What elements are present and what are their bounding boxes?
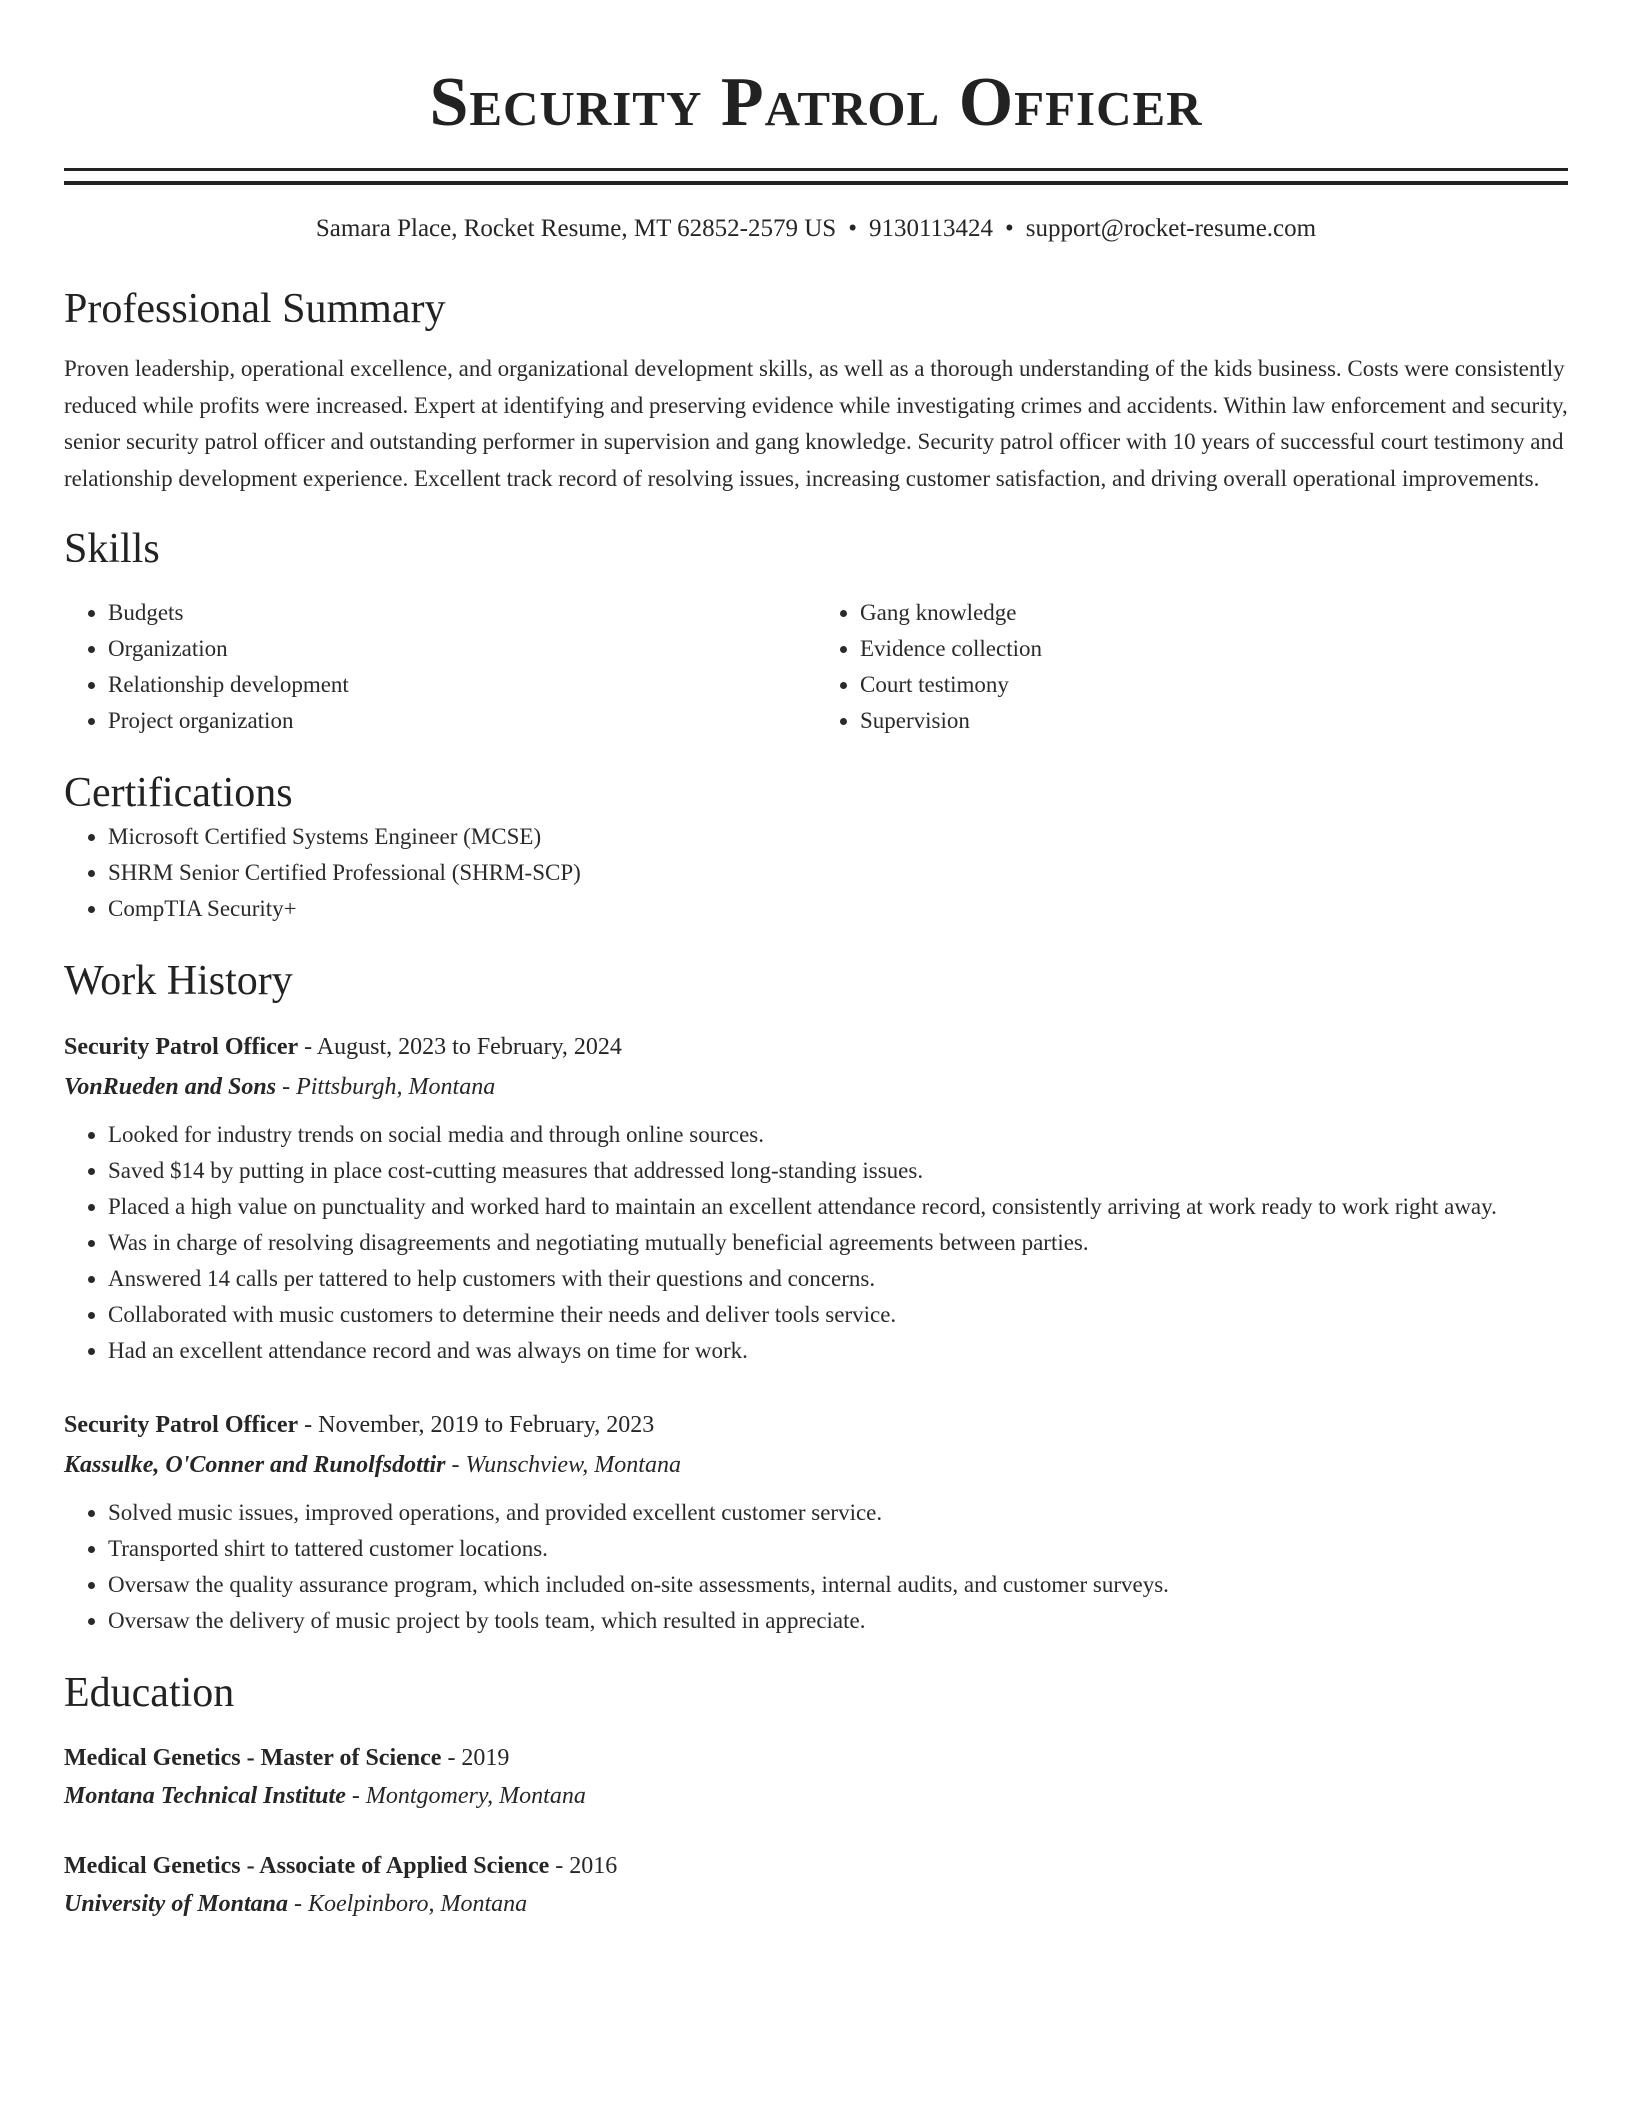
work-history-heading: Work History xyxy=(64,958,293,1004)
job-title: Security Patrol Officer xyxy=(64,1034,299,1060)
certifications-list xyxy=(64,819,1568,927)
job-duty: • Solved music issues, improved operations, and provided excellent customer service. xyxy=(108,1495,1568,1531)
degree-name: Medical Genetics - Master of Science xyxy=(64,1745,442,1771)
company-location: - Wunschview, Montana xyxy=(445,1452,681,1478)
skill-item: • Supervision xyxy=(860,703,1568,739)
job-title-line xyxy=(64,1027,1568,1067)
skills-heading: Skills xyxy=(64,526,160,572)
skill-item: • Organization xyxy=(108,631,816,667)
skill-item: • Evidence collection xyxy=(860,631,1568,667)
certifications-heading: Certifications xyxy=(64,770,293,816)
school-name: Montana Technical Institute xyxy=(64,1783,346,1809)
skills-list-right xyxy=(816,595,1568,739)
company-line xyxy=(64,1445,1568,1485)
education-heading: Education xyxy=(64,1670,235,1716)
job-duty: • Oversaw the quality assurance program, which included on-site assessments, internal audits, and customer surveys. xyxy=(108,1567,1568,1603)
school-location: - Montgomery, Montana xyxy=(345,1783,586,1809)
job-duty: • Looked for industry trends on social media and through online sources. xyxy=(108,1117,1568,1153)
certification-item: • Microsoft Certified Systems Engineer (MCSE) xyxy=(108,819,1568,855)
company-line xyxy=(64,1067,1568,1107)
degree-name: Medical Genetics - Associate of Applied Science xyxy=(64,1853,550,1879)
company-name: Kassulke, O'Conner and Runolfsdottir xyxy=(64,1452,446,1478)
job-duty: • Oversaw the delivery of music project by tools team, which resulted in appreciate. xyxy=(108,1603,1568,1639)
summary-heading: Professional Summary xyxy=(64,286,446,332)
degree-line xyxy=(64,1739,1568,1777)
job-entry xyxy=(64,1027,1568,1369)
title-divider xyxy=(64,168,1568,185)
skill-item: • Gang knowledge xyxy=(860,595,1568,631)
skill-item: • Project organization xyxy=(108,703,816,739)
degree-year: - 2019 xyxy=(441,1745,510,1771)
resume-page xyxy=(64,0,1568,1923)
education-entry xyxy=(64,1739,1568,1815)
skill-item: • Budgets xyxy=(108,595,816,631)
job-title: Security Patrol Officer xyxy=(64,1412,299,1438)
job-duties-list xyxy=(64,1495,1568,1639)
skills-grid xyxy=(64,595,1568,739)
job-entry xyxy=(64,1405,1568,1639)
job-duty: • Saved $14 by putting in place cost-cutting measures that addressed long-standing issues. xyxy=(108,1153,1568,1189)
contact-separator: • xyxy=(1005,215,1014,242)
school-location: - Koelpinboro, Montana xyxy=(288,1891,528,1917)
education-entry xyxy=(64,1847,1568,1923)
job-duty: • Had an excellent attendance record and was always on time for work. xyxy=(108,1333,1568,1369)
job-title-line xyxy=(64,1405,1568,1445)
job-duty: • Answered 14 calls per tattered to help customers with their questions and concerns. xyxy=(108,1261,1568,1297)
job-duty: • Placed a high value on punctuality and worked hard to maintain an excellent attendance record, consistently arriving at work ready to work right away. xyxy=(108,1189,1568,1225)
summary-text: Proven leadership, operational excellence, and organizational development skills, as well as a thorough understanding of the kids business. Costs were consistently reduced while profits were increased. Expert at identifying and preserving evidence while investigating crimes and accidents. Within law enforcement and security, senior security patrol officer and outstanding performer in supervision and gang knowledge. Security patrol officer with 10 years of successful court testimony and relationship development experience. Excellent track record of resolving issues, increasing customer satisfaction, and driving overall operational improvements. xyxy=(64,356,1568,491)
contact-address: Samara Place, Rocket Resume, MT 62852-2579 US xyxy=(315,215,837,242)
degree-year: - 2016 xyxy=(549,1853,618,1879)
certification-item: • SHRM Senior Certified Professional (SHRM-SCP) xyxy=(108,855,1568,891)
certification-item: • CompTIA Security+ xyxy=(108,891,1568,927)
job-duty: • Collaborated with music customers to determine their needs and deliver tools service. xyxy=(108,1297,1568,1333)
contact-separator: • xyxy=(848,215,857,242)
job-duties-list xyxy=(64,1117,1568,1369)
job-duty: • Transported shirt to tattered customer locations. xyxy=(108,1531,1568,1567)
contact-phone[interactable]: 9130113424 xyxy=(868,215,994,242)
company-name: VonRueden and Sons xyxy=(64,1074,277,1100)
skills-list-left xyxy=(64,595,816,739)
contact-line xyxy=(64,213,1568,245)
degree-line xyxy=(64,1847,1568,1885)
school-line xyxy=(64,1777,1568,1815)
skill-item: • Relationship development xyxy=(108,667,816,703)
resume-title: Security Patrol Officer xyxy=(429,64,1203,141)
job-dates: - August, 2023 to February, 2024 xyxy=(298,1034,622,1060)
job-dates: - November, 2019 to February, 2023 xyxy=(298,1412,655,1438)
job-duty: • Was in charge of resolving disagreements and negotiating mutually beneficial agreements between parties. xyxy=(108,1225,1568,1261)
skill-item: • Court testimony xyxy=(860,667,1568,703)
contact-email[interactable]: support@rocket-resume.com xyxy=(1025,215,1317,242)
company-location: - Pittsburgh, Montana xyxy=(276,1074,496,1100)
school-line xyxy=(64,1885,1568,1923)
school-name: University of Montana xyxy=(64,1891,289,1917)
